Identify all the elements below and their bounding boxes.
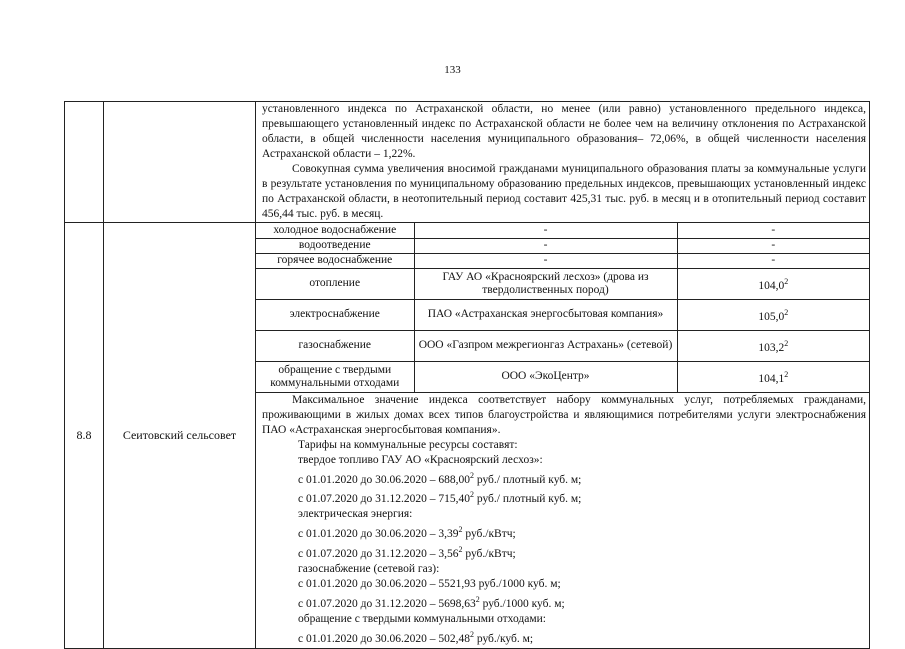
- service-provider: -: [414, 238, 677, 253]
- tariff-footnote: 2: [469, 490, 474, 500]
- tariff-line: [262, 577, 866, 592]
- index-value: 104,1: [758, 372, 785, 385]
- service-row: [256, 223, 869, 238]
- paragraph-continuation: установленного индекса по Астраханской области, но менее (или равно) установленного предельного индекса, превышающего установленный индекс по Астраханской области не более чем на величину отклонения по Астраханской области, в общей численности населения муниципального образования– 72,06%, в общей численности населения Астраханской области – 1,22%.: [262, 103, 866, 160]
- service-provider: -: [414, 253, 677, 268]
- indices-table: [64, 101, 870, 649]
- page-number: 133: [444, 64, 461, 76]
- tariff-text: с 01.07.2020 до 31.12.2020 – 5698,63: [298, 597, 476, 610]
- service-row: [256, 299, 869, 330]
- service-index: [677, 238, 869, 253]
- tariff-unit: руб./ плотный куб. м;: [473, 473, 582, 486]
- service-name: электроснабжение: [256, 299, 414, 330]
- max-index-description: Максимальное значение индекса соответствует набору коммунальных услуг, потребляемых гражданами, проживающими в жилых домах всех типов благоустройства и являющимися потребителями услуги электроснабжения ПАО «Астраханская энергосбытовая компания».: [262, 393, 866, 436]
- row-details: [256, 223, 870, 649]
- tariff-footnote: 2: [458, 525, 463, 535]
- service-provider: ООО «Газпром межрегионгаз Астрахань» (сетевой): [414, 330, 677, 361]
- tariff-text: газоснабжение (сетевой газ):: [298, 562, 440, 575]
- tariff-text: электрическая энергия:: [298, 508, 413, 521]
- tariff-text: с 01.01.2020 до 30.06.2020 – 3,39: [298, 527, 459, 540]
- index-value: 103,2: [758, 341, 785, 354]
- tariff-line: [262, 487, 866, 507]
- service-name: холодное водоснабжение: [256, 223, 414, 238]
- tariff-line: [262, 522, 866, 542]
- tariff-text: с 01.01.2020 до 30.06.2020 – 502,48: [298, 632, 470, 645]
- service-provider: ГАУ АО «Красноярский лесхоз» (дрова из твердолиственных пород): [414, 268, 677, 299]
- tariff-text: с 01.07.2020 до 31.12.2020 – 3,56: [298, 547, 459, 560]
- index-footnote: 2: [784, 369, 789, 379]
- index-footnote: 2: [784, 338, 789, 348]
- index-value: -: [771, 254, 776, 266]
- service-row: [256, 253, 869, 268]
- index-value: -: [771, 239, 776, 251]
- index-value: -: [771, 223, 776, 236]
- tariff-line: [262, 468, 866, 488]
- tariff-text: обращение с твердыми коммунальными отходами:: [298, 612, 546, 625]
- tariff-line: [262, 453, 866, 468]
- tariff-footnote: 2: [469, 470, 474, 480]
- municipality-name: Сеитовский сельсовет: [104, 223, 256, 649]
- service-row: [256, 330, 869, 361]
- tariff-unit: руб./1000 куб. м;: [479, 597, 565, 610]
- tariff-footnote: 2: [458, 544, 463, 554]
- table-row-8-8: [65, 223, 870, 649]
- tariff-line: [262, 562, 866, 577]
- service-row: [256, 361, 869, 392]
- service-provider: ПАО «Астраханская энергосбытовая компания»: [414, 299, 677, 330]
- tariffs-block: [256, 393, 869, 649]
- service-name: горячее водоснабжение: [256, 253, 414, 268]
- service-index: [677, 253, 869, 268]
- service-index: [677, 223, 869, 238]
- index-footnote: 2: [784, 307, 789, 317]
- services-table: [256, 223, 869, 393]
- tariff-line: [262, 612, 866, 627]
- service-name: газоснабжение: [256, 330, 414, 361]
- tariff-text: с 01.07.2020 до 31.12.2020 – 715,40: [298, 493, 470, 506]
- tariff-line: [262, 507, 866, 522]
- service-name: водоотведение: [256, 238, 414, 253]
- service-index: [677, 361, 869, 392]
- row-number: 8.8: [65, 223, 104, 649]
- tariff-line: [262, 627, 866, 647]
- tariff-unit: руб./куб. м;: [473, 632, 534, 645]
- tariff-text: Тарифы на коммунальные ресурсы составят:: [298, 438, 518, 451]
- tariff-text: с 01.01.2020 до 30.06.2020 – 5521,93 руб./1000 куб. м;: [298, 577, 561, 590]
- service-name: отопление: [256, 268, 414, 299]
- number-cell-empty: [65, 102, 104, 223]
- previous-row-text: [256, 102, 870, 223]
- service-provider: ООО «ЭкоЦентр»: [414, 361, 677, 392]
- tariff-line: [262, 592, 866, 612]
- tariff-unit: руб./кВтч;: [462, 527, 516, 540]
- table-row-previous: [65, 102, 870, 223]
- index-footnote: 2: [784, 276, 789, 286]
- tariff-unit: руб./ плотный куб. м;: [473, 493, 582, 506]
- tariff-lines: [262, 438, 866, 647]
- tariff-line: [262, 542, 866, 562]
- service-name: обращение с твердыми коммунальными отходами: [256, 361, 414, 392]
- service-index: [677, 330, 869, 361]
- tariff-text: твердое топливо ГАУ АО «Красноярский лесхоз»:: [298, 453, 543, 466]
- service-index: [677, 299, 869, 330]
- name-cell-empty: [104, 102, 256, 223]
- service-row: [256, 238, 869, 253]
- tariff-footnote: 2: [469, 629, 474, 639]
- service-index: [677, 268, 869, 299]
- tariff-footnote: 2: [475, 594, 480, 604]
- tariff-unit: руб./кВтч;: [462, 547, 516, 560]
- index-value: 104,0: [758, 279, 785, 292]
- index-value: 105,0: [758, 310, 785, 323]
- service-row: [256, 268, 869, 299]
- tariff-line: [262, 438, 866, 453]
- service-provider: -: [414, 223, 677, 238]
- paragraph-total-increase: Совокупная сумма увеличения вносимой гражданами муниципального образования платы за коммунальные услуги в результате установления по муниципальному образованию предельных индексов, превышающих установленный индекс по Астраханской области, в неотопительный период составит 425,31 тыс. руб. в месяц и в отопительный период составит 456,44 тыс. руб. в месяц.: [262, 163, 866, 220]
- tariff-text: с 01.01.2020 до 30.06.2020 – 688,00: [298, 473, 470, 486]
